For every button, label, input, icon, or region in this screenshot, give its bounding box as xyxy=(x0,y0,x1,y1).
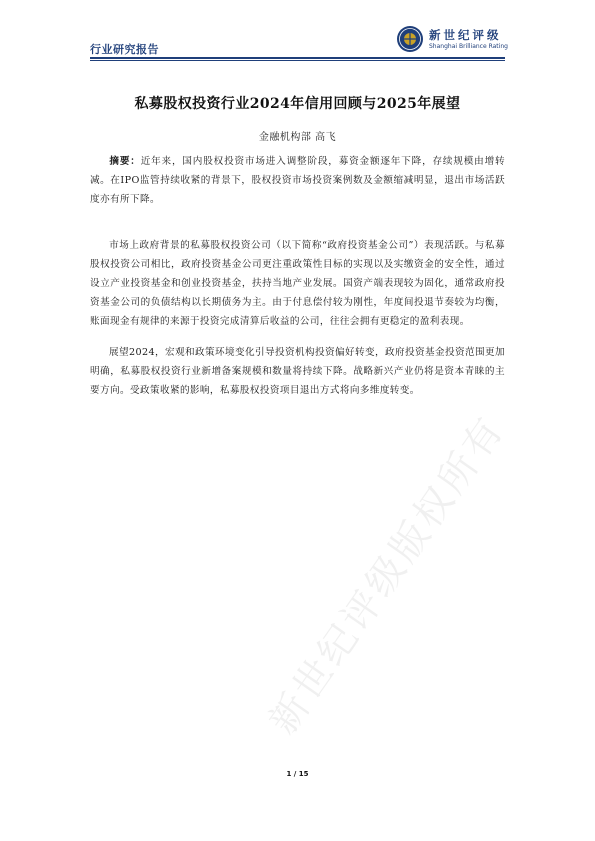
header-divider xyxy=(90,57,505,59)
body-paragraph-2 xyxy=(90,343,505,400)
body-paragraph-1 xyxy=(90,236,505,331)
document-author: 金融机构部 高飞 xyxy=(258,132,337,143)
header-section-label: 行业研究报告 xyxy=(90,43,159,56)
company-logo-emblem-icon xyxy=(396,25,424,53)
abstract-paragraph xyxy=(90,152,505,209)
copyright-watermark: 新世纪评级版权所有 xyxy=(260,407,514,742)
body-paragraph-1-text: 市场上政府背景的私募股权投资公司（以下简称“政府投资基金公司”）表现活跃。与私募股权投资公司相比，政府投资基金公司更注重政策性目标的实现以及实缴资金的安全性，通过设立产业投资基金和创业投资基金，扶持当地产业发展。国资产端表现较为固化，通常政府投资基金公司的负债结构以长期债务为主。由于付息偿付较为刚性，年度间投退节奏较为均衡，账面现金有规律的来源于投资完成清算后收益的公司，往往会拥有更稳定的盈利表现。 xyxy=(90,240,505,327)
abstract-text: 近年来，国内股权投资市场进入调整阶段，募资金额逐年下降，存续规模由增转减。在IPO监管持续收紧的背景下，股权投资市场投资案例数及金额缩减明显，退出市场活跃度亦有所下降。 xyxy=(90,156,506,205)
body-paragraph-2-text: 展望2024，宏观和政策环境变化引导投资机构投资偏好转变，政府投资基金投资范围更加明确，私募股权投资行业新增备案规模和数量将持续下降。战略新兴产业仍将是资本青睐的主要方向。受政策收紧的影响，私募股权投资项目退出方式将向多维度转变。 xyxy=(90,347,505,396)
company-logo-english-name: Shanghai Brilliance Rating xyxy=(429,43,508,50)
document-title: 私募股权投资行业2024年信用回顾与2025年展望 xyxy=(134,96,461,112)
abstract-label: 摘要： xyxy=(109,156,141,167)
company-logo-name: 新世纪评级 xyxy=(429,28,502,42)
page-number: 1 / 15 xyxy=(286,770,309,778)
header-divider-thin xyxy=(90,60,505,61)
